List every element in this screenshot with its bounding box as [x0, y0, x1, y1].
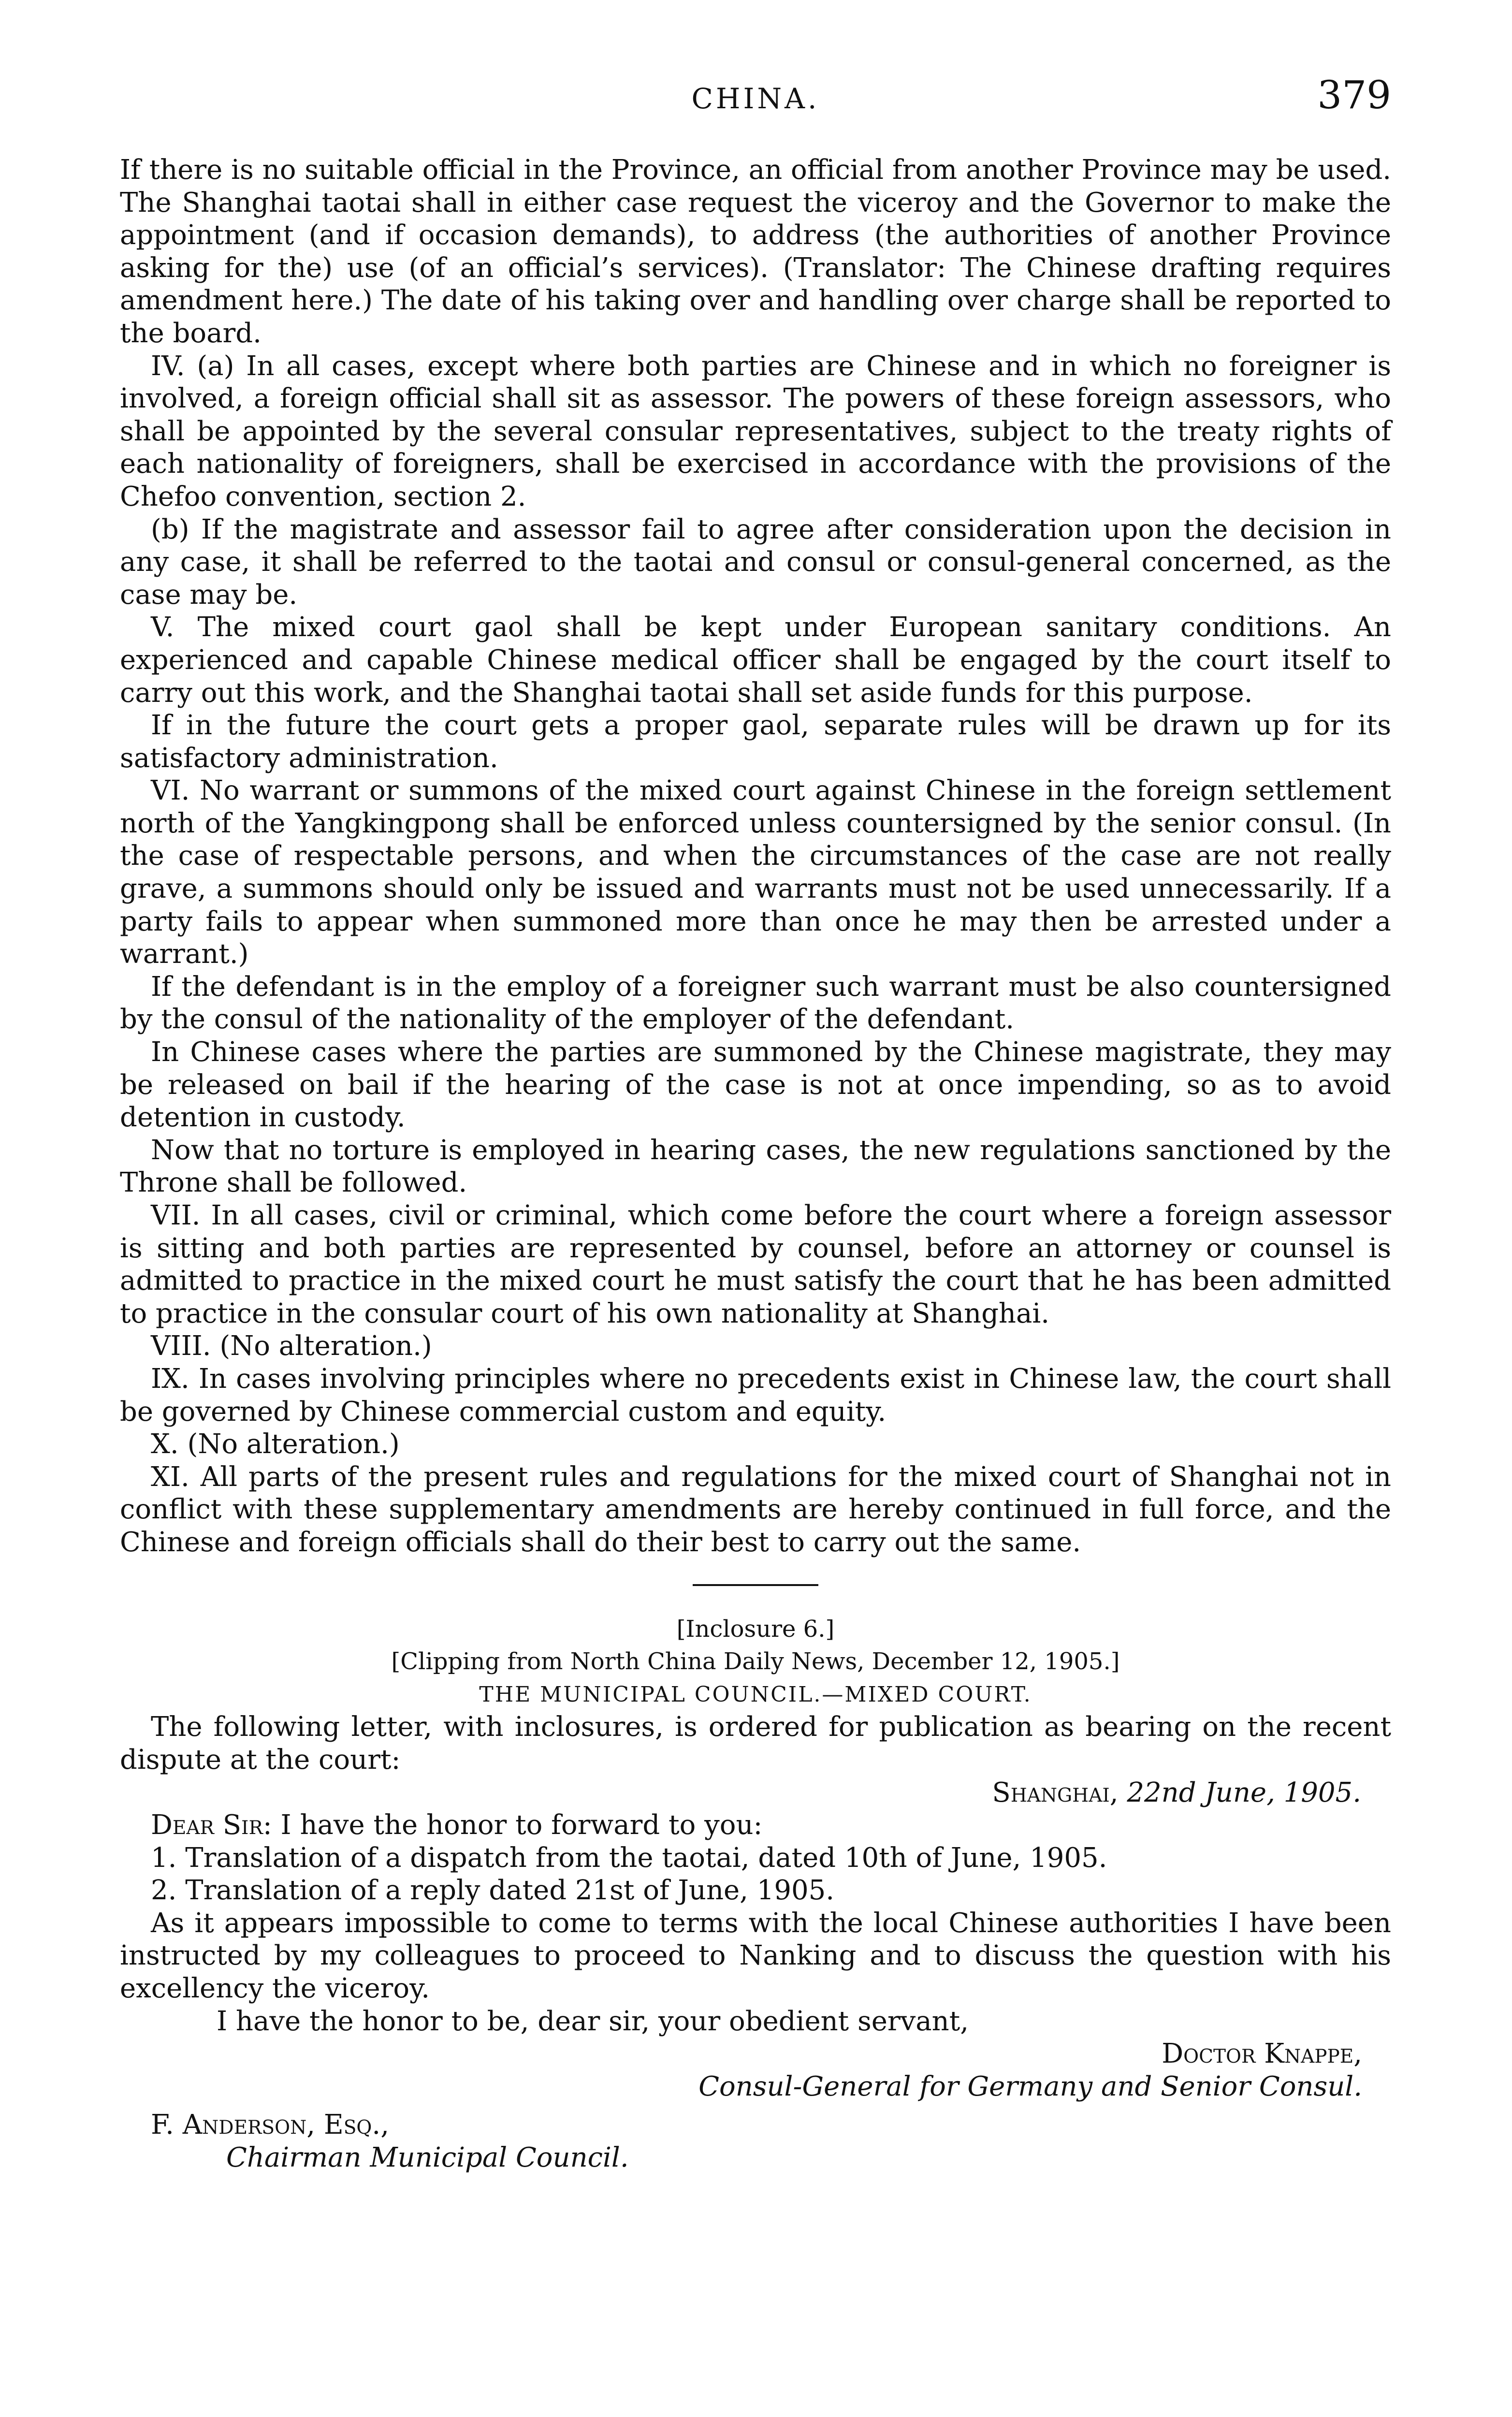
- letter-salutation: Dear Sir:: [151, 1809, 272, 1841]
- letter-place: Shanghai,: [992, 1776, 1119, 1808]
- addressee-name: F. Anderson, Esq.,: [151, 2109, 389, 2141]
- paragraph: V. The mixed court gaol shall be kept under European sanitary conditions. An experienced and capable Chinese medical officer shall be engaged by the court itself to carry out this work, and the Shanghai taotai shall set aside funds for this purpose.: [120, 612, 1391, 709]
- paragraph: If the defendant is in the employ of a foreigner such warrant must be also countersigned by the consul of the nationality of the employer of the defendant.: [120, 971, 1391, 1035]
- running-head: CHINA.: [691, 82, 820, 115]
- letter-intro: The following letter, with inclosures, is ordered for publication as bearing on the recent dispute at the court:: [120, 1711, 1391, 1776]
- letter-item: 1. Translation of a dispatch from the taotai, dated 10th of June, 1905.: [151, 1842, 1107, 1874]
- signature-name: Doctor Knappe,: [1162, 2038, 1362, 2070]
- letter-dateline: [120, 1776, 1391, 1809]
- section-heading: THE MUNICIPAL COUNCIL.—MIXED COURT.: [479, 1682, 1032, 1707]
- letter-opening: I have the honor to forward to you:: [280, 1809, 763, 1841]
- paragraph: If in the future the court gets a proper gaol, separate rules will be drawn up for its satisfactory administration.: [120, 710, 1391, 774]
- section-divider: [693, 1584, 818, 1586]
- paragraph: IX. In cases involving principles where no precedents exist in Chinese law, the court shall be governed by Chinese commercial custom and equity.: [120, 1363, 1391, 1427]
- paragraph: IV. (a) In all cases, except where both parties are Chinese and in which no foreigner is involved, a foreign official shall sit as assessor. The powers of these foreign assessors, who shall be appointed by the several consular representatives, subject to the treaty rights of each nationality of foreigners, shall be exercised in accordance with the provisions of the Chefoo convention, section 2.: [120, 350, 1391, 512]
- letter-salutation-line: [120, 1809, 1391, 1842]
- paragraph: VII. In all cases, civil or criminal, which come before the court where a foreign assessor is sitting and both parties are represented by counsel, before an attorney or counsel is admitted to practice in the mixed court he must satisfy the court that he has been admitted to practice in the consular court of his own nationality at Shanghai.: [120, 1200, 1391, 1329]
- inclosure-label: [Inclosure 6.]: [676, 1615, 835, 1643]
- addressee-title: Chairman Municipal Council.: [226, 2142, 629, 2174]
- paragraph: (b) If the magistrate and assessor fail to agree after consideration upon the decision in any case, it shall be referred to the taotai and consul or consul-general concerned, as the case may be.: [120, 513, 1391, 611]
- signature-title: Consul-General for Germany and Senior Consul.: [698, 2070, 1362, 2102]
- clipping-source: [Clipping from North China Daily News, December 12, 1905.]: [391, 1648, 1120, 1675]
- paragraph: Now that no torture is employed in hearing cases, the new regulations sanctioned by the Throne shall be followed.: [120, 1134, 1391, 1199]
- letter-item: 2. Translation of a reply dated 21st of June, 1905.: [151, 1875, 835, 1907]
- paragraph: In Chinese cases where the parties are summoned by the Chinese magistrate, they may be released on bail if the hearing of the case is not at once impending, so as to avoid detention in custody.: [120, 1036, 1391, 1134]
- letter-closing: I have the honor to be, dear sir, your obedient servant,: [217, 2005, 969, 2037]
- paragraph: XI. All parts of the present rules and regulations for the mixed court of Shanghai not in conflict with these supplementary amendments are hereby continued in full force, and the Chinese and foreign officials shall do their best to carry out the same.: [120, 1461, 1391, 1558]
- letter-date: 22nd June, 1905.: [1127, 1776, 1361, 1808]
- document-body: [120, 154, 1391, 2174]
- page-header: [120, 73, 1391, 121]
- paragraph: VI. No warrant or summons of the mixed court against Chinese in the foreign settlement north of the Yangkingpong shall be enforced unless countersigned by the senior consul. (In the case of respectable persons, and when the circumstances of the case are not really grave, a summons should only be issued and warrants must not be used unnecessarily. If a party fails to appear when summoned more than once he may then be arrested under a warrant.): [120, 775, 1391, 970]
- letter-body: As it appears impossible to come to terms with the local Chinese authorities I have been instructed by my colleagues to proceed to Nanking and to discuss the question with his excellency the viceroy.: [120, 1907, 1391, 2005]
- paragraph: VIII. (No alteration.): [151, 1330, 432, 1362]
- paragraph: If there is no suitable official in the Province, an official from another Province may be used. The Shanghai taotai shall in either case request the viceroy and the Governor to make the appointment (and if occasion demands), to address (the authorities of another Province asking for the) use (of an official’s services). (Translator: The Chinese drafting requires amendment here.) The date of his taking over and handling over charge shall be reported to the board.: [120, 154, 1391, 349]
- page-number: 379: [1317, 73, 1391, 117]
- paragraph: X. (No alteration.): [151, 1428, 400, 1460]
